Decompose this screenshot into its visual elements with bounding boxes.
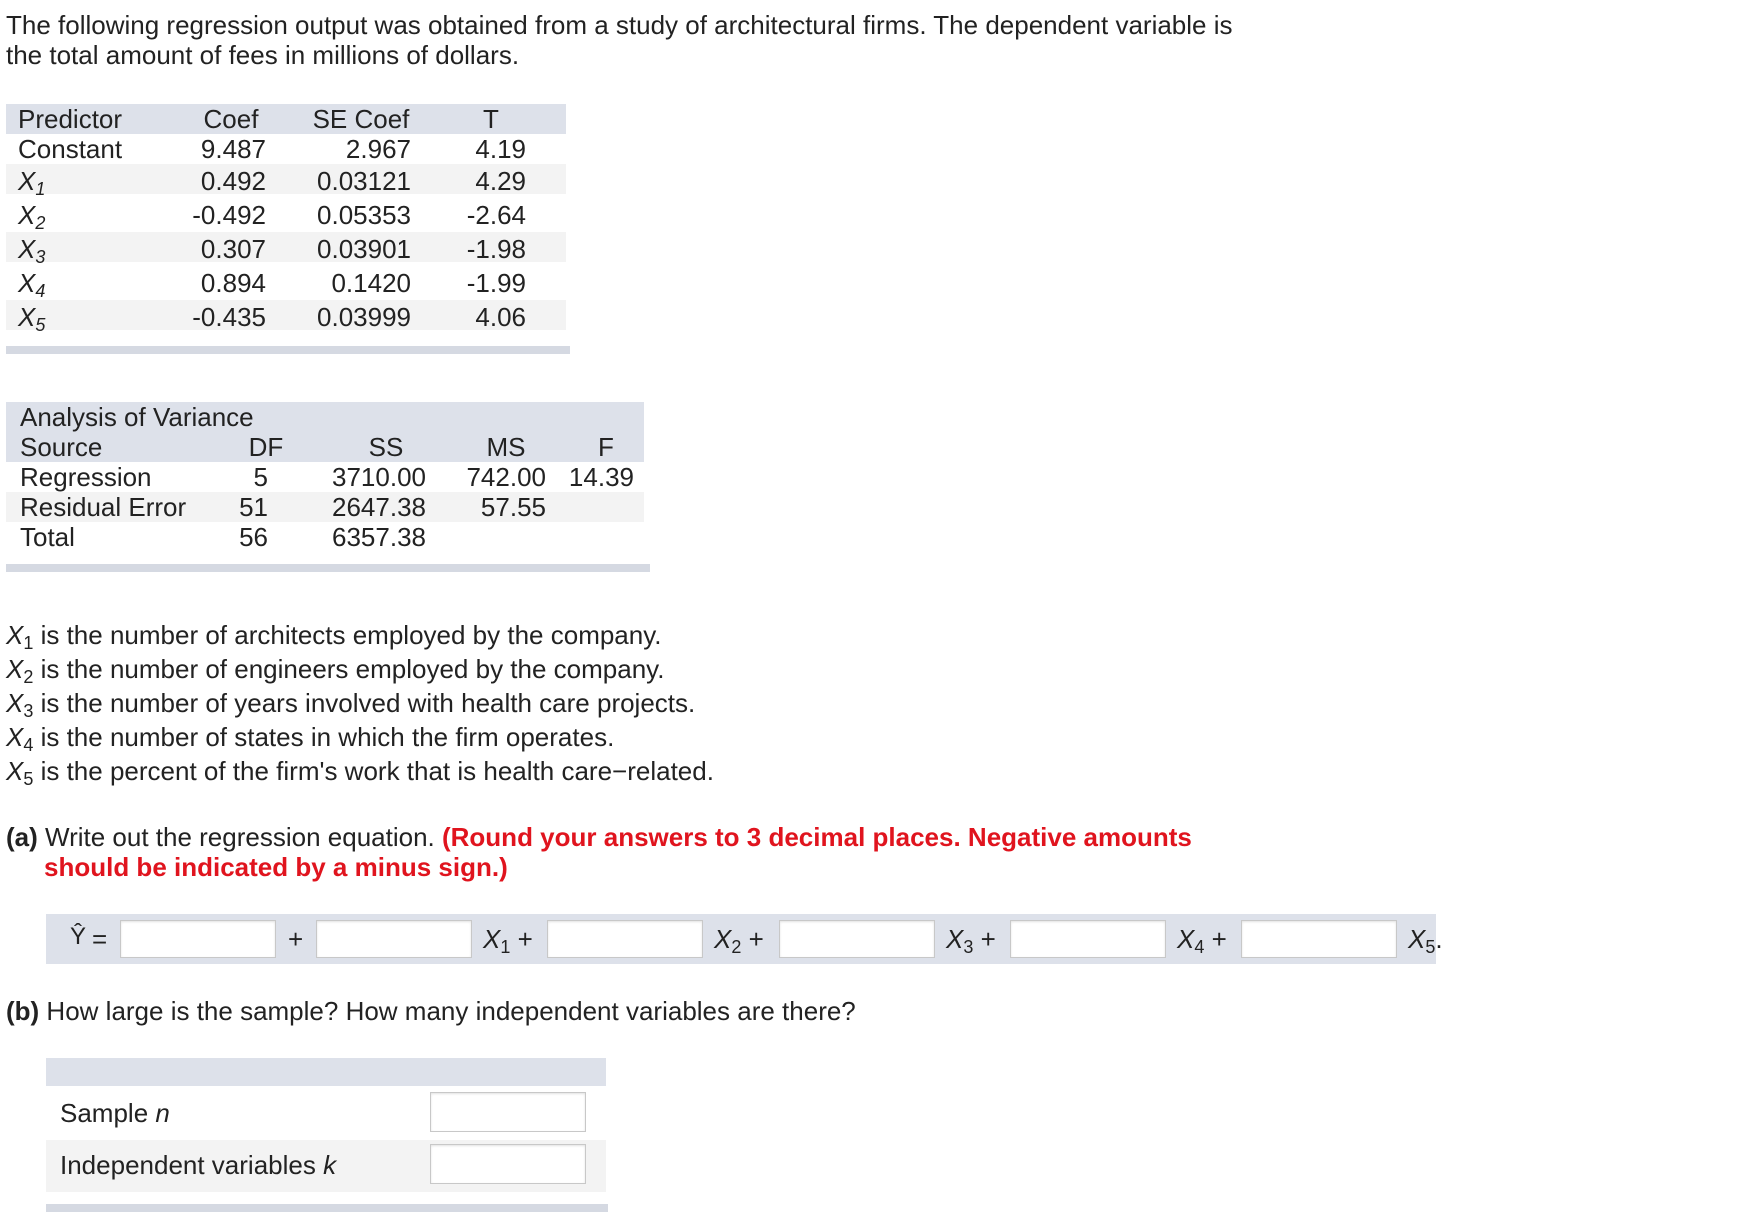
regression-equation: Ŷ = + $X_1$ + $X_2$ + $X_3$ + $X_4$ + $X_5$. xyxy=(46,914,1436,964)
definition-x4: $X_4$ is the number of states in which the firm operates. xyxy=(6,722,615,755)
x3-coef-input[interactable] xyxy=(779,920,935,958)
variable-definitions xyxy=(6,618,714,788)
part-b-question: (b) How large is the sample? How many independent variables are there? xyxy=(6,996,856,1026)
header-source: Source xyxy=(20,432,103,462)
intro-text xyxy=(6,10,1306,70)
header-f: F xyxy=(598,432,614,462)
independent-k-label: Independent variables k xyxy=(60,1150,337,1180)
header-t: T xyxy=(483,104,499,134)
part-a-label: (a) xyxy=(6,822,38,852)
anova-title: Analysis of Variance xyxy=(20,402,254,432)
coefficient-table: Predictor Coef SE Coef T Constant 9.487 2.967 4.19 $X_1$ 0.492 0.03121 4.29 $X_2$ -0.492 0.05353 -2.64 $X_3$ 0.307 0.03901 -1.98 $X_4$ 0.894 0.1420 -1.99 $X_5$ -0.435 0.03999 4.06 xyxy=(6,104,566,360)
part-b-label: (b) xyxy=(6,996,40,1026)
independent-k-input[interactable] xyxy=(430,1144,586,1184)
header-coef: Coef xyxy=(203,104,259,134)
intro-line-1: The following regression output was obtained from a study of architectural firms. The dependent variable is xyxy=(6,10,1233,40)
sample-n-input[interactable] xyxy=(430,1092,586,1132)
intro-line-2: the total amount of fees in millions of dollars. xyxy=(6,40,520,70)
x4-coef-input[interactable] xyxy=(1010,920,1166,958)
x2-coef-input[interactable] xyxy=(547,920,703,958)
equals-sign: = xyxy=(92,924,108,954)
anova-table: Analysis of Variance Source DF SS MS F Regression 5 3710.00 742.00 14.39 Residual Error 51 2647.38 57.55 Total 56 6357.38 xyxy=(6,402,650,578)
definition-x5: $X_5$ is the percent of the firm's work that is health care−related. xyxy=(6,756,714,789)
x1-coef-input[interactable] xyxy=(316,920,472,958)
constant-input[interactable] xyxy=(120,920,276,958)
sample-n-label: Sample n xyxy=(60,1098,170,1128)
header-ss: SS xyxy=(368,432,404,462)
header-se-coef: SE Coef xyxy=(312,104,410,134)
header-predictor: Predictor xyxy=(18,104,123,134)
header-ms: MS xyxy=(486,432,526,462)
definition-x1: $X_1$ is the number of architects employed by the company. xyxy=(6,620,662,653)
x5-coef-input[interactable] xyxy=(1241,920,1397,958)
y-hat: Ŷ xyxy=(70,923,87,950)
header-df: DF xyxy=(248,432,284,462)
sample-table xyxy=(46,1058,608,1214)
definition-x3: $X_3$ is the number of years involved with health care projects. xyxy=(6,688,696,721)
part-a-question: (a) Write out the regression equation. (Round your answers to 3 decimal places. Negative amounts should be indicated by a minus sign.) xyxy=(6,822,1192,882)
definition-x2: $X_2$ is the number of engineers employed by the company. xyxy=(6,654,665,687)
